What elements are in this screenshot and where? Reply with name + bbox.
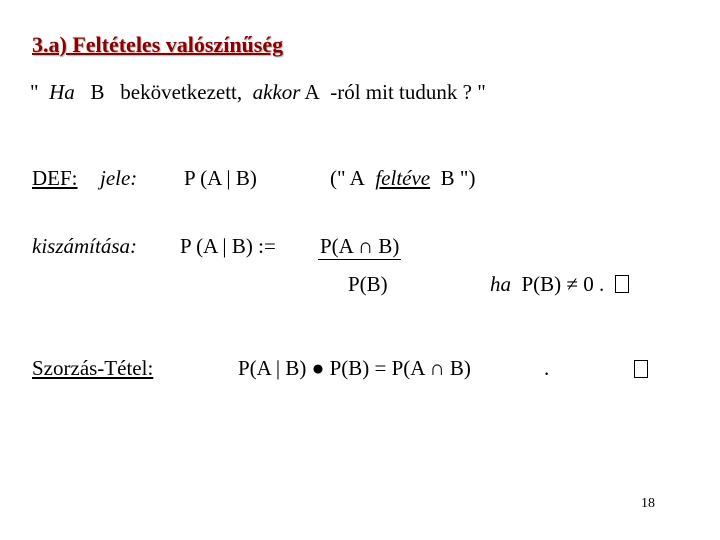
def-reading-open: (" A (330, 166, 365, 190)
quote-open: " (30, 80, 39, 104)
quote-ha: Ha (49, 80, 75, 104)
quote-akkor: akkor (252, 80, 301, 104)
quote-line (30, 80, 486, 105)
end-of-theorem-box-icon (634, 360, 648, 381)
quote-b: B (90, 80, 105, 104)
szorzas-label: Szorzás-Tétel: (32, 356, 154, 380)
kiszamitasa-lhs: P (A | B) := (180, 234, 276, 258)
szorzas-formula: P(A | B) ● P(B) = P(A ∩ B) (238, 356, 471, 380)
quote-rest: -ról mit tudunk ? " (330, 80, 486, 104)
def-jele: jele: (100, 166, 138, 190)
def-reading (330, 166, 475, 191)
fraction-numerator: P(A ∩ B) (320, 234, 400, 258)
condition (490, 272, 629, 297)
fraction-denominator: P(B) (348, 272, 388, 296)
quote-bekovetkezett: bekövetkezett, (120, 80, 243, 104)
def-feltéve: feltéve (375, 166, 431, 190)
page-title: 3.a) Feltételes valószínűség (32, 32, 284, 57)
def-notation: P (A | B) (184, 166, 257, 190)
szorzas-dot: . (544, 356, 550, 380)
end-of-proof-box-icon (615, 275, 629, 293)
quote-a: A (304, 80, 320, 104)
kiszamitasa-label: kiszámítása: (32, 234, 137, 258)
condition-ha: ha (490, 272, 511, 296)
page-number: 18 (641, 496, 655, 511)
condition-text: P(B) ≠ 0 . (521, 272, 605, 296)
def-label: DEF: (32, 166, 78, 190)
def-reading-close: B ") (440, 166, 476, 190)
